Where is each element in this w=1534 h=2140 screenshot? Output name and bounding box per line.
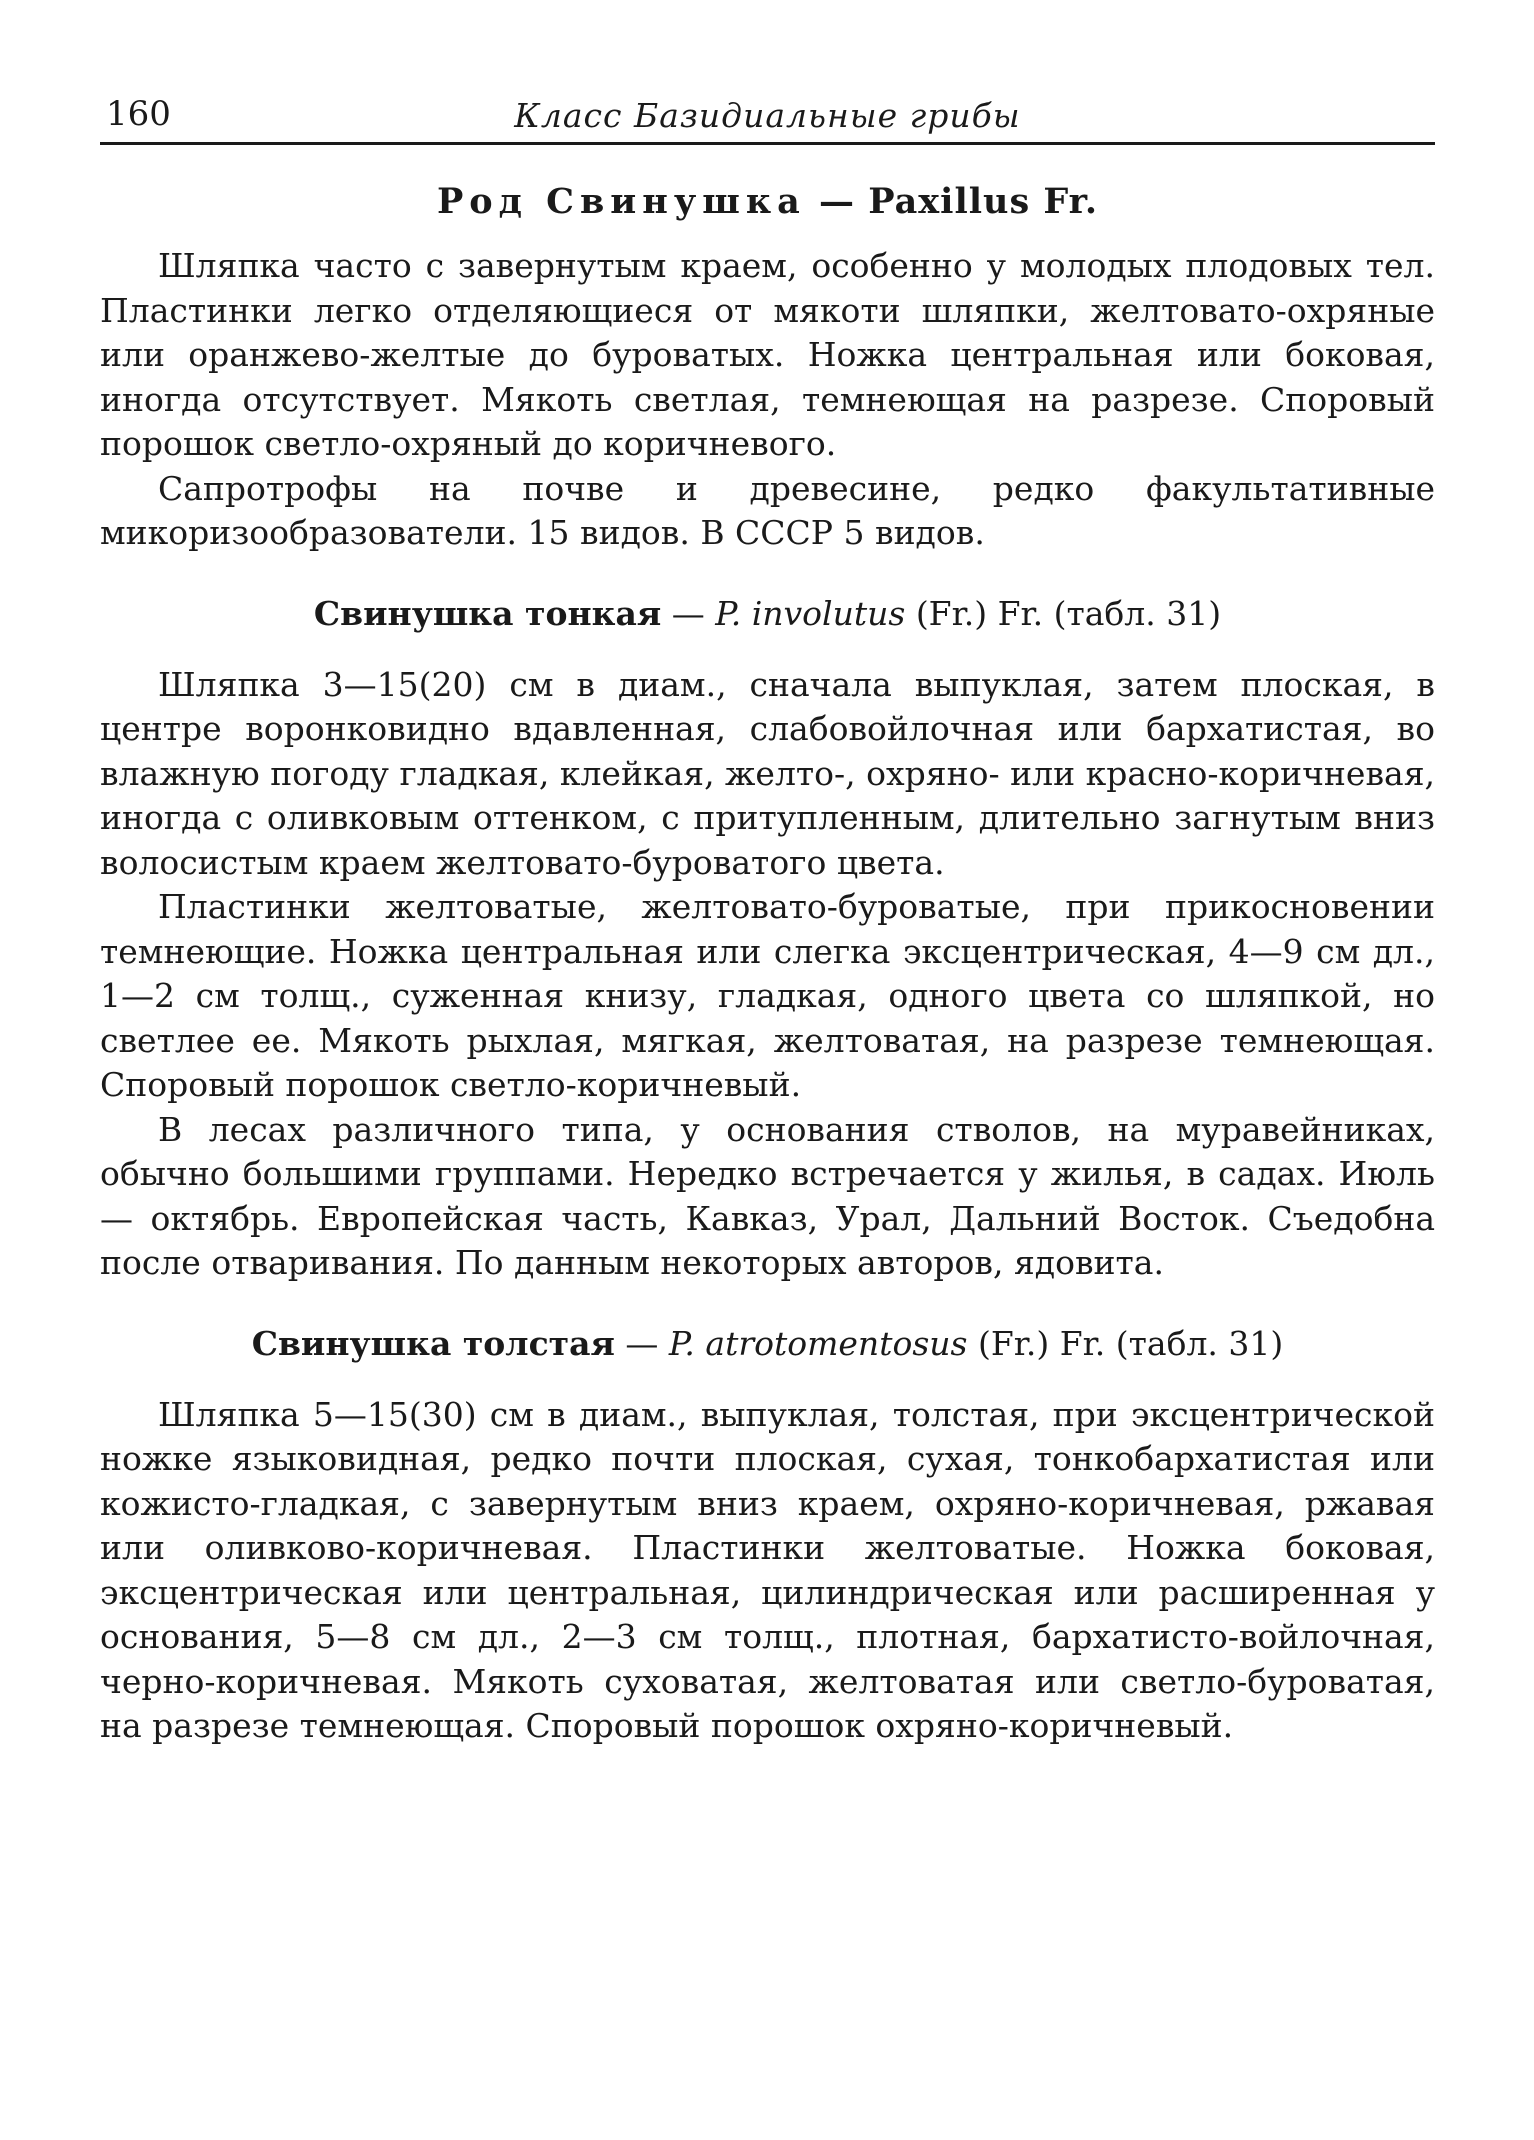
species-paragraph: Шляпка 5—15(30) см в диам., выпуклая, толстая, при эксцентрической ножке языковидная, редко почти плоская, сухая, тонкобархатистая или кожисто-гладкая, с завернутым вниз краем, охряно-коричневая, ржавая или оливково-коричневая. Пластинки желтоватые. Ножка боковая, эксцентрическая или центральная, цилиндрическая или расширенная у основания, 5—8 см дл., 2—3 см толщ., плотная, бархатисто-войлочная, черно-коричневая. Мякоть суховатая, желтоватая или светло-буроватая, на разрезе темнеющая. Споровый порошок охряно-коричневый. xyxy=(100,1394,1435,1745)
genus-name-ru: Род Свинушка xyxy=(436,181,806,222)
genus-dash: — xyxy=(819,181,856,222)
page-number: 160 xyxy=(106,94,171,134)
genus-paragraph: Сапротрофы на почве и древесине, редко факультативные микоризообразователи. 15 видов. В СССР 5 видов. xyxy=(100,468,1435,552)
genus-description xyxy=(100,244,1435,556)
species-dash: — xyxy=(625,1323,659,1363)
page-header xyxy=(100,92,1435,145)
book-page xyxy=(100,92,1435,1749)
species-paragraph: В лесах различного типа, у основания стволов, на муравейниках, обычно большими группами. Нередко встречается у жилья, в садах. Июль — октябрь. Европейская часть, Кавказ, Урал, Дальний Восток. Съедобна после отваривания. По данным некоторых авторов, ядовита. xyxy=(100,1109,1435,1282)
species-authority: (Fr.) Fr. xyxy=(977,1323,1106,1363)
species-paragraph: Пластинки желтоватые, желтовато-буроватые, при прикосновении темнеющие. Ножка центральная или слегка эксцентрическая, 4—9 см дл., 1—2 см толщ., суженная книзу, гладкая, одного цвета со шляпкой, но светлее ее. Мякоть рыхлая, мягкая, желтоватая, на разрезе темнеющая. Споровый порошок светло-коричневый. xyxy=(100,887,1435,1104)
species-authority: (Fr.) Fr. xyxy=(915,593,1044,633)
species-heading xyxy=(100,1324,1435,1363)
genus-name-lat: Paxillus Fr. xyxy=(868,181,1099,222)
species-dash: — xyxy=(671,593,705,633)
species-genus-abbr: P. xyxy=(668,1323,695,1363)
species-plate-ref: (табл. 31) xyxy=(1115,1323,1284,1363)
species-name-ru: Свинушка тонкая xyxy=(313,593,662,633)
species-heading xyxy=(100,594,1435,633)
species-name-ru: Свинушка толстая xyxy=(251,1323,615,1363)
species-plate-ref: (табл. 31) xyxy=(1053,593,1222,633)
species-epithet: involutus xyxy=(751,593,906,633)
genus-heading xyxy=(100,181,1435,222)
species-paragraph: Шляпка 3—15(20) см в диам., сначала выпуклая, затем плоская, в центре воронковидно вдавленная, слабовойлочная или бархатистая, во влажную погоду гладкая, клейкая, желто-, охряно- или красно-коричневая, иногда с оливковым оттенком, с притупленным, длительно загнутым вниз волосистым краем желтовато-буроватого цвета. xyxy=(100,664,1435,882)
running-title: Класс Базидиальные грибы xyxy=(514,96,1021,135)
species-description xyxy=(100,663,1435,1286)
genus-paragraph: Шляпка часто с завернутым краем, особенно у молодых плодовых тел. Пластинки легко отделяющиеся от мякоти шляпки, желтовато-охряные или оранжево-желтые до буроватых. Ножка центральная или боковая, иногда отсутствует. Мякоть светлая, темнеющая на разрезе. Споровый порошок светло-охряный до коричневого. xyxy=(100,246,1435,463)
species-description xyxy=(100,1393,1435,1749)
species-genus-abbr: P. xyxy=(715,593,742,633)
species-epithet: atrotomentosus xyxy=(705,1323,968,1363)
